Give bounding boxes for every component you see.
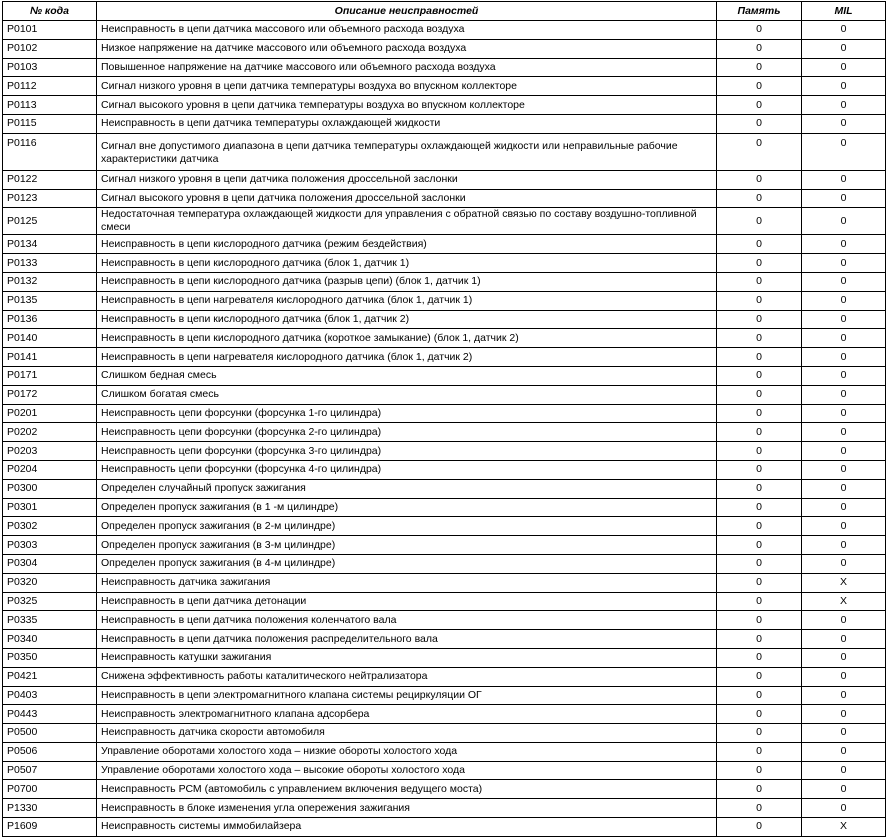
table-row <box>3 385 886 404</box>
fault-code: P0421 <box>3 667 97 686</box>
fault-code: P1609 <box>3 818 97 837</box>
table-row <box>3 648 886 667</box>
memory-value: 0 <box>717 667 802 686</box>
memory-value: 0 <box>717 460 802 479</box>
mil-value: 0 <box>802 170 886 189</box>
mil-value: 0 <box>802 724 886 743</box>
fault-code: P0303 <box>3 536 97 555</box>
mil-value: 0 <box>802 96 886 115</box>
fault-code: P0201 <box>3 404 97 423</box>
fault-code: P0141 <box>3 348 97 367</box>
fault-description: Повышенное напряжение на датчике массового или объемного расхода воздуха <box>97 58 717 77</box>
memory-value: 0 <box>717 799 802 818</box>
fault-description: Неисправность цепи форсунки (форсунка 1-го цилиндра) <box>97 404 717 423</box>
header-memory: Память <box>717 2 802 21</box>
table-row <box>3 705 886 724</box>
fault-description: Определен пропуск зажигания (в 1 -м цилиндре) <box>97 498 717 517</box>
memory-value: 0 <box>717 133 802 170</box>
memory-value: 0 <box>717 96 802 115</box>
memory-value: 0 <box>717 404 802 423</box>
fault-code: P0102 <box>3 39 97 58</box>
fault-description: Неисправность цепи форсунки (форсунка 2-го цилиндра) <box>97 423 717 442</box>
fault-description: Управление оборотами холостого хода – низкие обороты холостого хода <box>97 742 717 761</box>
fault-description: Неисправность в цепи электромагнитного клапана системы рециркуляции ОГ <box>97 686 717 705</box>
mil-value: 0 <box>802 442 886 461</box>
table-row <box>3 77 886 96</box>
mil-value: 0 <box>802 348 886 367</box>
fault-description: Неисправность цепи форсунки (форсунка 3-го цилиндра) <box>97 442 717 461</box>
mil-value: 0 <box>802 536 886 555</box>
memory-value: 0 <box>717 348 802 367</box>
mil-value: 0 <box>802 799 886 818</box>
mil-value: 0 <box>802 39 886 58</box>
memory-value: 0 <box>717 498 802 517</box>
mil-value: 0 <box>802 611 886 630</box>
fault-code: P0700 <box>3 780 97 799</box>
table-row <box>3 170 886 189</box>
fault-code: P0304 <box>3 554 97 573</box>
table-row <box>3 21 886 40</box>
fault-codes-table <box>2 1 886 837</box>
mil-value: 0 <box>802 630 886 649</box>
fault-code: P0103 <box>3 58 97 77</box>
fault-code: P0116 <box>3 133 97 170</box>
table-row <box>3 818 886 837</box>
mil-value: 0 <box>802 761 886 780</box>
memory-value: 0 <box>717 517 802 536</box>
memory-value: 0 <box>717 291 802 310</box>
memory-value: 0 <box>717 780 802 799</box>
memory-value: 0 <box>717 818 802 837</box>
mil-value: 0 <box>802 554 886 573</box>
memory-value: 0 <box>717 189 802 208</box>
table-body <box>3 21 886 837</box>
table-row <box>3 724 886 743</box>
fault-description: Определен пропуск зажигания (в 2-м цилиндре) <box>97 517 717 536</box>
header-mil: MIL <box>802 2 886 21</box>
mil-value: 0 <box>802 58 886 77</box>
memory-value: 0 <box>717 272 802 291</box>
fault-code: P0403 <box>3 686 97 705</box>
fault-description: Неисправность в цепи датчика положения коленчатого вала <box>97 611 717 630</box>
table-row <box>3 291 886 310</box>
table-row <box>3 517 886 536</box>
fault-description: Неисправность в цепи датчика детонации <box>97 592 717 611</box>
fault-code: P0115 <box>3 114 97 133</box>
fault-description: Неисправность в цепи датчика положения распределительного вала <box>97 630 717 649</box>
memory-value: 0 <box>717 170 802 189</box>
memory-value: 0 <box>717 686 802 705</box>
fault-code: P0340 <box>3 630 97 649</box>
table-row <box>3 630 886 649</box>
fault-description: Неисправность системы иммобилайзера <box>97 818 717 837</box>
table-row <box>3 366 886 385</box>
table-row <box>3 686 886 705</box>
fault-code: P0325 <box>3 592 97 611</box>
fault-description: Неисправность цепи форсунки (форсунка 4-го цилиндра) <box>97 460 717 479</box>
fault-description: Неисправность в цепи датчика температуры охлаждающей жидкости <box>97 114 717 133</box>
fault-code: P0507 <box>3 761 97 780</box>
fault-code: P0122 <box>3 170 97 189</box>
fault-description: Неисправность в цепи кислородного датчика (блок 1, датчик 2) <box>97 310 717 329</box>
memory-value: 0 <box>717 573 802 592</box>
table-row <box>3 133 886 170</box>
header-row <box>3 2 886 21</box>
memory-value: 0 <box>717 385 802 404</box>
fault-code: P0320 <box>3 573 97 592</box>
memory-value: 0 <box>717 423 802 442</box>
table-row <box>3 667 886 686</box>
fault-code: P0172 <box>3 385 97 404</box>
fault-description: Недостаточная температура охлаждающей жидкости для управления с обратной связью по составу воздушно-топливной смеси <box>97 208 717 235</box>
mil-value: 0 <box>802 780 886 799</box>
mil-value: 0 <box>802 423 886 442</box>
fault-code: P0443 <box>3 705 97 724</box>
memory-value: 0 <box>717 366 802 385</box>
memory-value: 0 <box>717 648 802 667</box>
table-row <box>3 442 886 461</box>
table-row <box>3 114 886 133</box>
table-row <box>3 329 886 348</box>
table-row <box>3 348 886 367</box>
table-row <box>3 96 886 115</box>
memory-value: 0 <box>717 254 802 273</box>
fault-description: Неисправность датчика скорости автомобиля <box>97 724 717 743</box>
mil-value: 0 <box>802 133 886 170</box>
memory-value: 0 <box>717 329 802 348</box>
fault-code: P0301 <box>3 498 97 517</box>
fault-description: Сигнал высокого уровня в цепи датчика температуры воздуха во впускном коллекторе <box>97 96 717 115</box>
table-row <box>3 423 886 442</box>
table-row <box>3 58 886 77</box>
table-row <box>3 254 886 273</box>
mil-value: 0 <box>802 517 886 536</box>
table-row <box>3 460 886 479</box>
fault-description: Неисправность в цепи нагревателя кислородного датчика (блок 1, датчик 1) <box>97 291 717 310</box>
table-row <box>3 536 886 555</box>
mil-value: 0 <box>802 329 886 348</box>
mil-value: 0 <box>802 254 886 273</box>
table-row <box>3 799 886 818</box>
mil-value: 0 <box>802 235 886 254</box>
fault-description: Неисправность в цепи датчика массового или объемного расхода воздуха <box>97 21 717 40</box>
memory-value: 0 <box>717 58 802 77</box>
mil-value: 0 <box>802 272 886 291</box>
fault-description: Неисправность в блоке изменения угла опережения зажигания <box>97 799 717 818</box>
fault-code: P0300 <box>3 479 97 498</box>
table-row <box>3 573 886 592</box>
memory-value: 0 <box>717 77 802 96</box>
header-code: № кода <box>3 2 97 21</box>
memory-value: 0 <box>717 21 802 40</box>
fault-code: P0350 <box>3 648 97 667</box>
memory-value: 0 <box>717 479 802 498</box>
fault-description: Неисправность в цепи кислородного датчика (короткое замыкание) (блок 1, датчик 2) <box>97 329 717 348</box>
table-row <box>3 479 886 498</box>
table-row <box>3 310 886 329</box>
fault-description: Снижена эффективность работы каталитического нейтрализатора <box>97 667 717 686</box>
mil-value: 0 <box>802 208 886 235</box>
fault-description: Сигнал низкого уровня в цепи датчика положения дроссельной заслонки <box>97 170 717 189</box>
table-row <box>3 189 886 208</box>
memory-value: 0 <box>717 442 802 461</box>
table-row <box>3 235 886 254</box>
mil-value: 0 <box>802 77 886 96</box>
fault-code: P1330 <box>3 799 97 818</box>
memory-value: 0 <box>717 536 802 555</box>
fault-description: Неисправность в цепи кислородного датчика (режим бездействия) <box>97 235 717 254</box>
mil-value: X <box>802 818 886 837</box>
table-row <box>3 611 886 630</box>
fault-code: P0171 <box>3 366 97 385</box>
table-row <box>3 780 886 799</box>
mil-value: X <box>802 573 886 592</box>
mil-value: 0 <box>802 498 886 517</box>
memory-value: 0 <box>717 310 802 329</box>
memory-value: 0 <box>717 761 802 780</box>
fault-description: Неисправность в цепи кислородного датчика (блок 1, датчик 1) <box>97 254 717 273</box>
fault-description: Сигнал низкого уровня в цепи датчика температуры воздуха во впускном коллекторе <box>97 77 717 96</box>
table-row <box>3 742 886 761</box>
mil-value: 0 <box>802 648 886 667</box>
table-row <box>3 404 886 423</box>
fault-description: Неисправность датчика зажигания <box>97 573 717 592</box>
table-row <box>3 498 886 517</box>
fault-code: P0136 <box>3 310 97 329</box>
fault-code: P0202 <box>3 423 97 442</box>
mil-value: 0 <box>802 385 886 404</box>
fault-code: P0302 <box>3 517 97 536</box>
table-row <box>3 592 886 611</box>
table-row <box>3 208 886 235</box>
fault-code: P0500 <box>3 724 97 743</box>
mil-value: 0 <box>802 310 886 329</box>
memory-value: 0 <box>717 39 802 58</box>
fault-description: Неисправность катушки зажигания <box>97 648 717 667</box>
mil-value: 0 <box>802 366 886 385</box>
fault-code: P0140 <box>3 329 97 348</box>
fault-description: Низкое напряжение на датчике массового или объемного расхода воздуха <box>97 39 717 58</box>
fault-code: P0134 <box>3 235 97 254</box>
memory-value: 0 <box>717 554 802 573</box>
mil-value: 0 <box>802 21 886 40</box>
fault-code: P0203 <box>3 442 97 461</box>
memory-value: 0 <box>717 114 802 133</box>
mil-value: 0 <box>802 189 886 208</box>
fault-description: Неисправность в цепи кислородного датчика (разрыв цепи) (блок 1, датчик 1) <box>97 272 717 291</box>
mil-value: X <box>802 592 886 611</box>
mil-value: 0 <box>802 404 886 423</box>
mil-value: 0 <box>802 742 886 761</box>
fault-code: P0133 <box>3 254 97 273</box>
fault-code: P0113 <box>3 96 97 115</box>
table-row <box>3 272 886 291</box>
fault-code: P0335 <box>3 611 97 630</box>
table-row <box>3 761 886 780</box>
mil-value: 0 <box>802 114 886 133</box>
fault-code: P0135 <box>3 291 97 310</box>
fault-description: Определен пропуск зажигания (в 3-м цилиндре) <box>97 536 717 555</box>
fault-code: P0112 <box>3 77 97 96</box>
fault-code: P0506 <box>3 742 97 761</box>
fault-code: P0125 <box>3 208 97 235</box>
fault-code: P0132 <box>3 272 97 291</box>
fault-code: P0101 <box>3 21 97 40</box>
fault-description: Определен случайный пропуск зажигания <box>97 479 717 498</box>
mil-value: 0 <box>802 291 886 310</box>
fault-description: Неисправность в цепи нагревателя кислородного датчика (блок 1, датчик 2) <box>97 348 717 367</box>
table-row <box>3 39 886 58</box>
mil-value: 0 <box>802 667 886 686</box>
fault-description: Сигнал высокого уровня в цепи датчика положения дроссельной заслонки <box>97 189 717 208</box>
fault-description: Определен пропуск зажигания (в 4-м цилиндре) <box>97 554 717 573</box>
fault-description: Сигнал вне допустимого диапазона в цепи датчика температуры охлаждающей жидкости или неправильные рабочие характеристики датчика <box>97 133 717 170</box>
fault-description: Слишком богатая смесь <box>97 385 717 404</box>
fault-description: Слишком бедная смесь <box>97 366 717 385</box>
fault-description: Неисправность РСМ (автомобиль с управлением включения ведущего моста) <box>97 780 717 799</box>
memory-value: 0 <box>717 742 802 761</box>
mil-value: 0 <box>802 686 886 705</box>
mil-value: 0 <box>802 460 886 479</box>
mil-value: 0 <box>802 705 886 724</box>
fault-description: Неисправность электромагнитного клапана адсорбера <box>97 705 717 724</box>
mil-value: 0 <box>802 479 886 498</box>
memory-value: 0 <box>717 611 802 630</box>
fault-description: Управление оборотами холостого хода – высокие обороты холостого хода <box>97 761 717 780</box>
memory-value: 0 <box>717 592 802 611</box>
memory-value: 0 <box>717 208 802 235</box>
table-row <box>3 554 886 573</box>
memory-value: 0 <box>717 630 802 649</box>
fault-code: P0204 <box>3 460 97 479</box>
memory-value: 0 <box>717 705 802 724</box>
fault-code: P0123 <box>3 189 97 208</box>
memory-value: 0 <box>717 724 802 743</box>
memory-value: 0 <box>717 235 802 254</box>
header-description: Описание неисправностей <box>97 2 717 21</box>
